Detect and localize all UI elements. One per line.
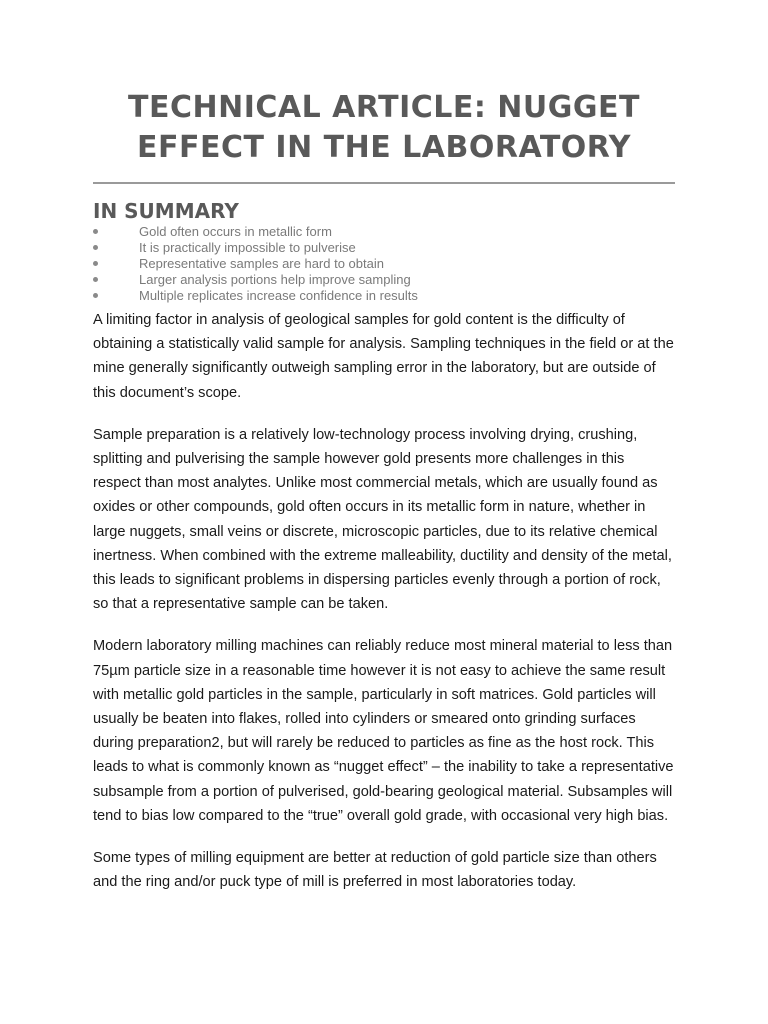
summary-item bbox=[93, 272, 675, 288]
summary-item-text: Representative samples are hard to obtain bbox=[139, 256, 384, 271]
summary-item-text: It is practically impossible to pulverise bbox=[139, 240, 356, 255]
summary-item bbox=[93, 256, 675, 272]
article-body bbox=[93, 308, 675, 894]
summary-item bbox=[93, 240, 675, 256]
document-page bbox=[93, 0, 675, 894]
title-divider bbox=[93, 182, 675, 184]
bullet-icon bbox=[93, 261, 98, 266]
summary-item bbox=[93, 288, 675, 304]
bullet-icon bbox=[93, 229, 98, 234]
summary-list bbox=[93, 224, 675, 304]
document-title bbox=[93, 88, 675, 168]
body-paragraph: Sample preparation is a relatively low-technology process involving drying, crushing, splitting and pulverising the sample however gold presents more challenges in this respect than most analytes. Unlike most commercial metals, which are usually found as oxides or other compounds, gold often occurs in its metallic form in nature, whether in large nuggets, small veins or discrete, microscopic particles, due to its relative chemical inertness. When combined with the extreme malleability, ductility and density of the metal, this leads to significant problems in dispersing particles evenly through a portion of rock, so that a representative sample can be taken. bbox=[93, 426, 672, 613]
summary-item bbox=[93, 224, 675, 240]
body-paragraph: A limiting factor in analysis of geological samples for gold content is the difficulty of obtaining a statistically valid sample for analysis. Sampling techniques in the field or at the mine generally significantly outweigh sampling error in the laboratory, but are outside of this document’s scope. bbox=[93, 312, 674, 401]
bullet-icon bbox=[93, 293, 98, 298]
bullet-icon bbox=[93, 277, 98, 282]
body-paragraph: Modern laboratory milling machines can reliably reduce most mineral material to less than 75µm particle size in a reasonable time however it is not easy to achieve the same result with metallic gold particles in the sample, particularly in soft matrices. Gold particles will usually be beaten into flakes, rolled into cylinders or smeared onto grinding surfaces during preparation2, but will rarely be reduced to particles as fine as the host rock. This leads to what is commonly known as “nugget effect” – the inability to take a representative subsample from a portion of pulverised, gold-bearing geological material. Subsamples will tend to bias low compared to the “true” overall gold grade, with occasional very high bias. bbox=[93, 638, 674, 824]
body-paragraph: Some types of milling equipment are better at reduction of gold particle size than others and the ring and/or puck type of mill is preferred in most laboratories today. bbox=[93, 850, 657, 891]
summary-item-text: Multiple replicates increase confidence in results bbox=[139, 288, 418, 303]
summary-item-text: Larger analysis portions help improve sampling bbox=[139, 272, 411, 287]
title-line-1: TECHNICAL ARTICLE: NUGGET bbox=[128, 90, 640, 125]
summary-item-text: Gold often occurs in metallic form bbox=[139, 224, 332, 239]
bullet-icon bbox=[93, 245, 98, 250]
title-line-2: EFFECT IN THE LABORATORY bbox=[137, 130, 631, 165]
summary-heading: IN SUMMARY bbox=[93, 199, 239, 223]
